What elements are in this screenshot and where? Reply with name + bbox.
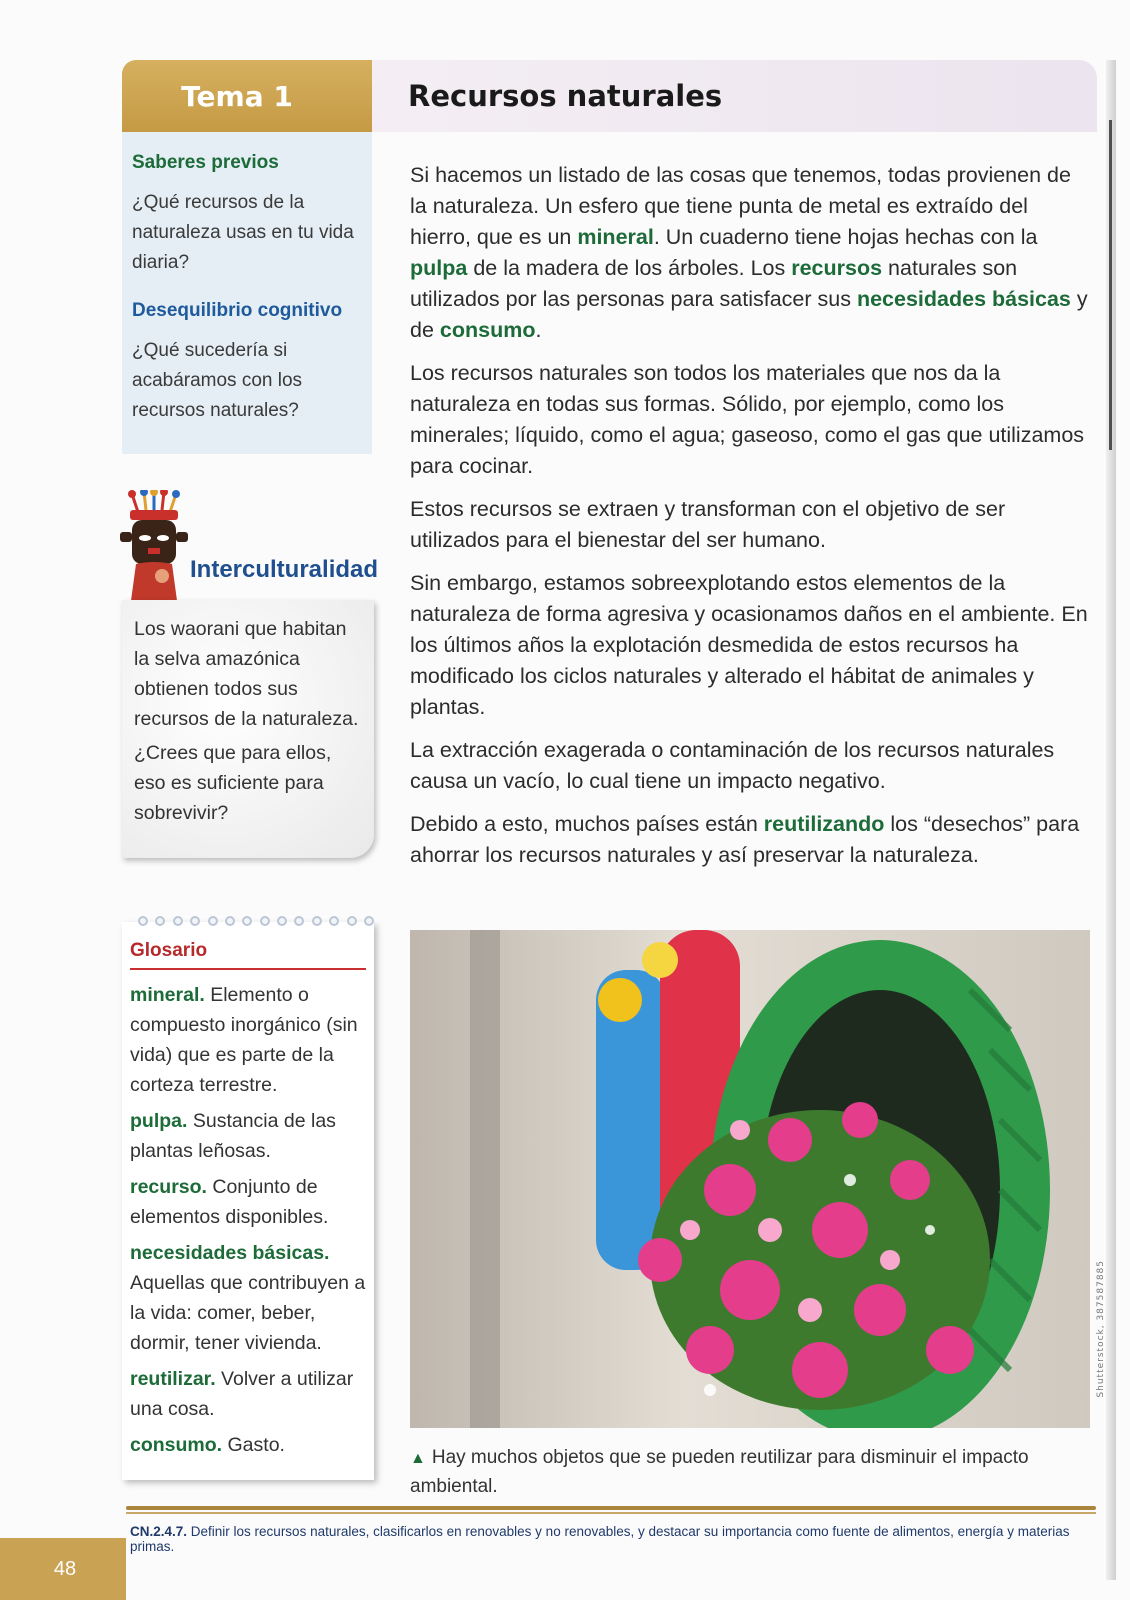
glossary-term: pulpa.: [130, 1110, 188, 1132]
glossary-term: necesidades básicas.: [130, 1242, 330, 1264]
glossary-entry: [130, 1430, 366, 1460]
glosario-title: Glosario: [130, 922, 366, 970]
paragraph-6: [410, 809, 1090, 871]
keyword-necesidades: necesidades básicas: [856, 287, 1071, 311]
interculturalidad-heading: Interculturalidad: [190, 556, 379, 583]
text-run: de la madera de los árboles. Los: [467, 256, 792, 280]
glossary-definition: Volver a utilizar una cosa.: [130, 1368, 354, 1420]
desequilibrio-question: ¿Qué sucedería si acabáramos con los recursos naturales?: [132, 340, 303, 421]
keyword-recursos: recursos: [791, 256, 883, 280]
tire-planter-photo: [410, 930, 1090, 1428]
glossary-term: recurso.: [130, 1176, 207, 1198]
page-title: Recursos naturales: [408, 79, 723, 113]
saberes-previos-box: [122, 132, 372, 454]
glossary-definition: Gasto.: [222, 1434, 285, 1456]
glossary-entry: [130, 1364, 366, 1424]
caption-text: Hay muchos objetos que se pueden reutilizar para disminuir el impacto ambiental.: [410, 1447, 1029, 1497]
interculturalidad-box: [122, 600, 374, 858]
glossary-term: reutilizar.: [130, 1368, 216, 1390]
glossary-entry: [130, 1106, 366, 1166]
footer-divider: [126, 1506, 1096, 1510]
glossary-term: mineral.: [130, 984, 205, 1006]
paragraph-3: Estos recursos se extraen y transforman con el objetivo de ser utilizados para el bienestar del ser humano.: [410, 497, 1006, 552]
paragraph-1: [410, 160, 1090, 346]
triangle-marker-icon: ▲: [410, 1450, 426, 1467]
curriculum-note: [130, 1524, 1110, 1554]
glossary-definition: Sustancia de las plantas leñosas.: [130, 1110, 336, 1162]
keyword-reutilizando: reutilizando: [763, 812, 885, 836]
keyword-pulpa: pulpa: [410, 256, 468, 280]
binding-mark: [1109, 120, 1112, 450]
text-run: .: [535, 318, 542, 342]
tema-label: Tema 1: [181, 79, 293, 113]
page-number: 48: [53, 1557, 77, 1580]
interculturalidad-text: Los waorani que habitan la selva amazónica obtienen todos sus recursos de la naturaleza.: [134, 618, 359, 730]
text-run: . Un cuaderno tiene hojas hechas con la: [653, 225, 1038, 249]
keyword-mineral: mineral: [577, 225, 654, 249]
glossary-entry: [130, 1238, 366, 1358]
paragraph-5: La extracción exagerada o contaminación de los recursos naturales causa un vacío, lo cual tiene un impacto negativo.: [410, 738, 1055, 793]
glossary-entry: [130, 1172, 366, 1232]
photo-credit: Shutterstock, 387587885: [1096, 1260, 1106, 1398]
curriculum-code: CN.2.4.7.: [130, 1524, 188, 1539]
glossary-definition: Aquellas que contribuyen a la vida: comer, beber, dormir, tener vivienda.: [130, 1272, 366, 1354]
glossary-definition: Conjunto de elementos disponibles.: [130, 1176, 329, 1228]
photo-caption: [410, 1444, 1090, 1501]
saberes-heading: Saberes previos: [132, 152, 279, 173]
glosario-box: [122, 922, 374, 1480]
glossary-term: consumo.: [130, 1434, 223, 1456]
page-number-box: [0, 1538, 126, 1600]
text-run: los “desechos” para ahorrar los recursos naturales y así preservar la naturaleza.: [410, 812, 1080, 867]
interculturalidad-question: ¿Crees que para ellos, eso es suficiente para sobrevivir?: [134, 742, 332, 824]
text-run: Debido a esto, muchos países están: [410, 812, 764, 836]
tema-tab: [122, 60, 372, 132]
text-run: Si hacemos un listado de las cosas que tenemos, todas provienen de la naturaleza. Un esfero que tiene punta de metal es extraído del hierro, que es un: [410, 163, 1071, 249]
text-run: naturales son utilizados por las personas para satisfacer sus: [410, 256, 1018, 311]
spiral-binding-icon: [138, 916, 374, 930]
saberes-question: ¿Qué recursos de la naturaleza usas en tu vida diaria?: [132, 192, 354, 273]
text-run: y de: [410, 287, 1088, 342]
keyword-consumo: consumo: [439, 318, 536, 342]
desequilibrio-heading: Desequilibrio cognitivo: [132, 300, 343, 321]
paragraph-4: Sin embargo, estamos sobreexplotando estos elementos de la naturaleza de forma agresiva y ocasionamos daños en el ambiente. En los últimos años la explotación desmedida de estos recursos ha modificado los ciclos naturales y alterado el hábitat de animales y plantas.: [410, 571, 1088, 719]
main-body: [410, 160, 1090, 883]
footer-divider-secondary: [126, 1512, 1096, 1514]
glossary-definition: Elemento o compuesto inorgánico (sin vida) que es parte de la corteza terrestre.: [130, 984, 358, 1096]
curriculum-text: Definir los recursos naturales, clasificarlos en renovables y no renovables, y destacar su importancia como fuente de alimentos, energía y materias primas.: [130, 1524, 1070, 1554]
title-bar: [372, 60, 1097, 132]
glossary-entry: [130, 980, 366, 1100]
paragraph-2: Los recursos naturales son todos los materiales que nos da la naturaleza en todas sus formas. Sólido, por ejemplo, como los minerales; líquido, como el agua; gaseoso, como el gas que utilizamos para cocinar.: [410, 361, 1085, 478]
